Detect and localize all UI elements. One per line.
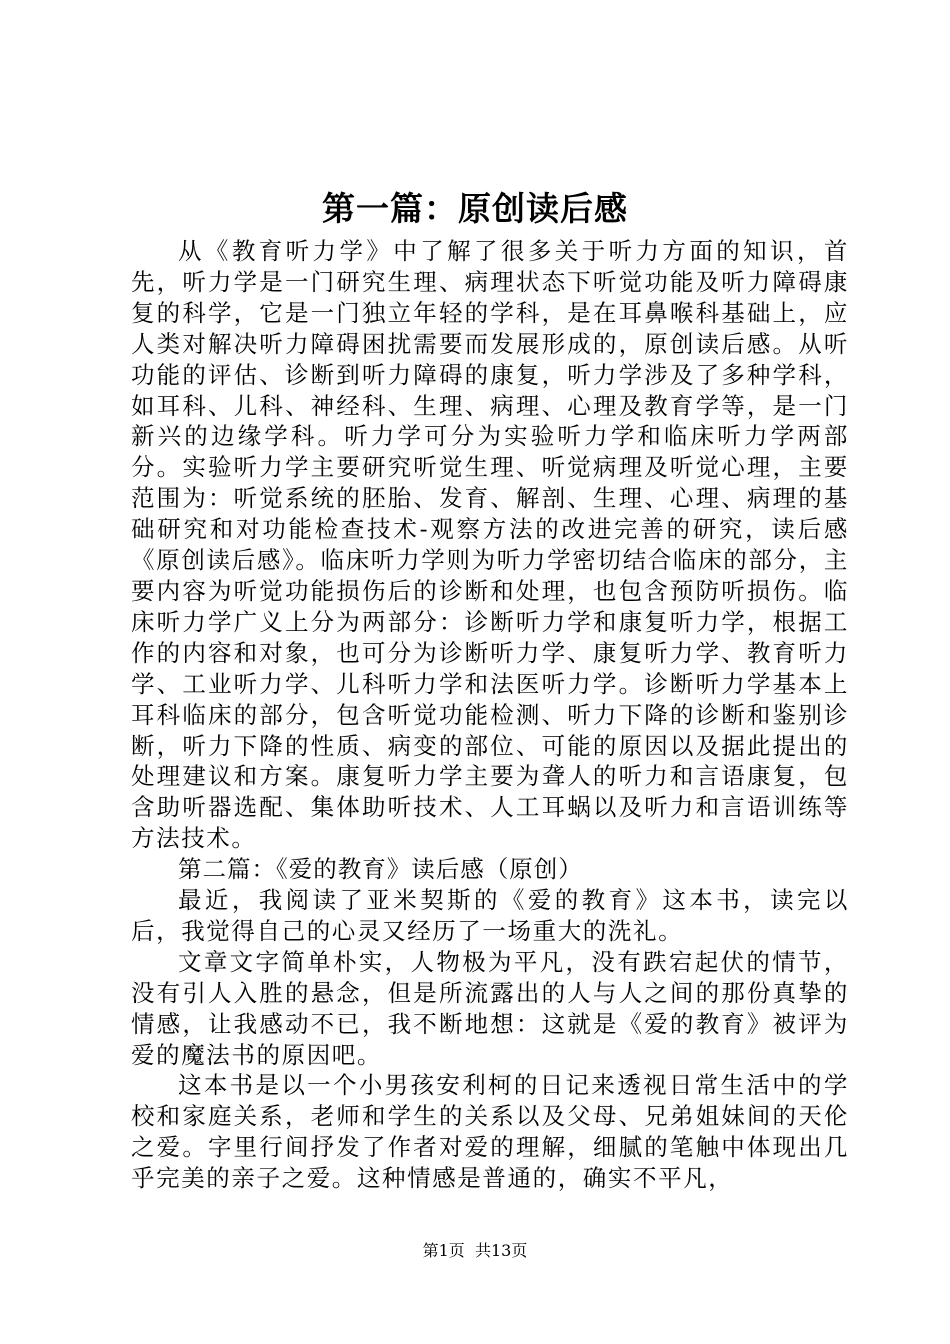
footer-spacer — [465, 1241, 475, 1260]
paragraph-3: 文章文字简单朴实，人物极为平凡，没有跌宕起伏的情节，没有引人入胜的悬念，但是所流露出的人与人之间的那份真挚的情感，让我感动不已，我不断地想：这就是《爱的教育》被评为爱的魔法书的原因吧。 — [131, 947, 849, 1069]
paragraph-1: 从《教育听力学》中了解了很多关于听力方面的知识，首先，听力学是一门研究生理、病理状态下听觉功能及听力障碍康复的科学，它是一门独立年轻的学科，是在耳鼻喉科基础上，应人类对解决听力障碍困扰需要而发展形成的，原创读后感。从听功能的评估、诊断到听力障碍的康复，听力学涉及了多种学科，如耳科、儿科、神经科、生理、病理、心理及教育学等，是一门新兴的边缘学科。听力学可分为实验听力学和临床听力学两部分。实验听力学主要研究听觉生理、听觉病理及听觉心理，主要范围为：听觉系统的胚胎、发育、解剖、生理、心理、病理的基础研究和对功能检查技术-观察方法的改进完善的研究，读后感《原创读后感》。临床听力学则为听力学密切结合临床的部分，主要内容为听觉功能损伤后的诊断和处理，也包含预防听损伤。临床听力学广义上分为两部分：诊断听力学和康复听力学，根据工作的内容和对象，也可分为诊断听力学、康复听力学、教育听力学、工业听力学、儿科听力学和法医听力学。诊断听力学基本上耳科临床的部分，包含听觉功能检测、听力下降的诊断和鉴别诊断，听力下降的性质、病变的部位、可能的原因以及据此提出的处理建议和方案。康复听力学主要为聋人的听力和言语康复，包含助听器选配、集体助听技术、人工耳蜗以及听力和言语训练等方法技术。 — [131, 237, 849, 853]
paragraph-4: 这本书是以一个小男孩安利柯的日记来透视日常生活中的学校和家庭关系，老师和学生的关系以及父母、兄弟姐妹间的天伦之爱。字里行间抒发了作者对爱的理解，细腻的笔触中体现出几乎完美的亲子之爱。这种情感是普通的，确实不平凡， — [131, 1071, 849, 1193]
document-body — [131, 236, 849, 1194]
page-total: 共13页 — [474, 1241, 528, 1260]
section-heading-2: 第二篇：《爱的教育》读后感（原创） — [178, 855, 583, 884]
page-number: 第1页 — [422, 1241, 465, 1260]
page-footer — [0, 1240, 950, 1262]
document-title: 第一篇：原创读后感 — [322, 189, 628, 228]
paragraph-2: 最近，我阅读了亚米契斯的《爱的教育》这本书，读完以后，我觉得自己的心灵又经历了一场重大的洗礼。 — [131, 886, 849, 945]
